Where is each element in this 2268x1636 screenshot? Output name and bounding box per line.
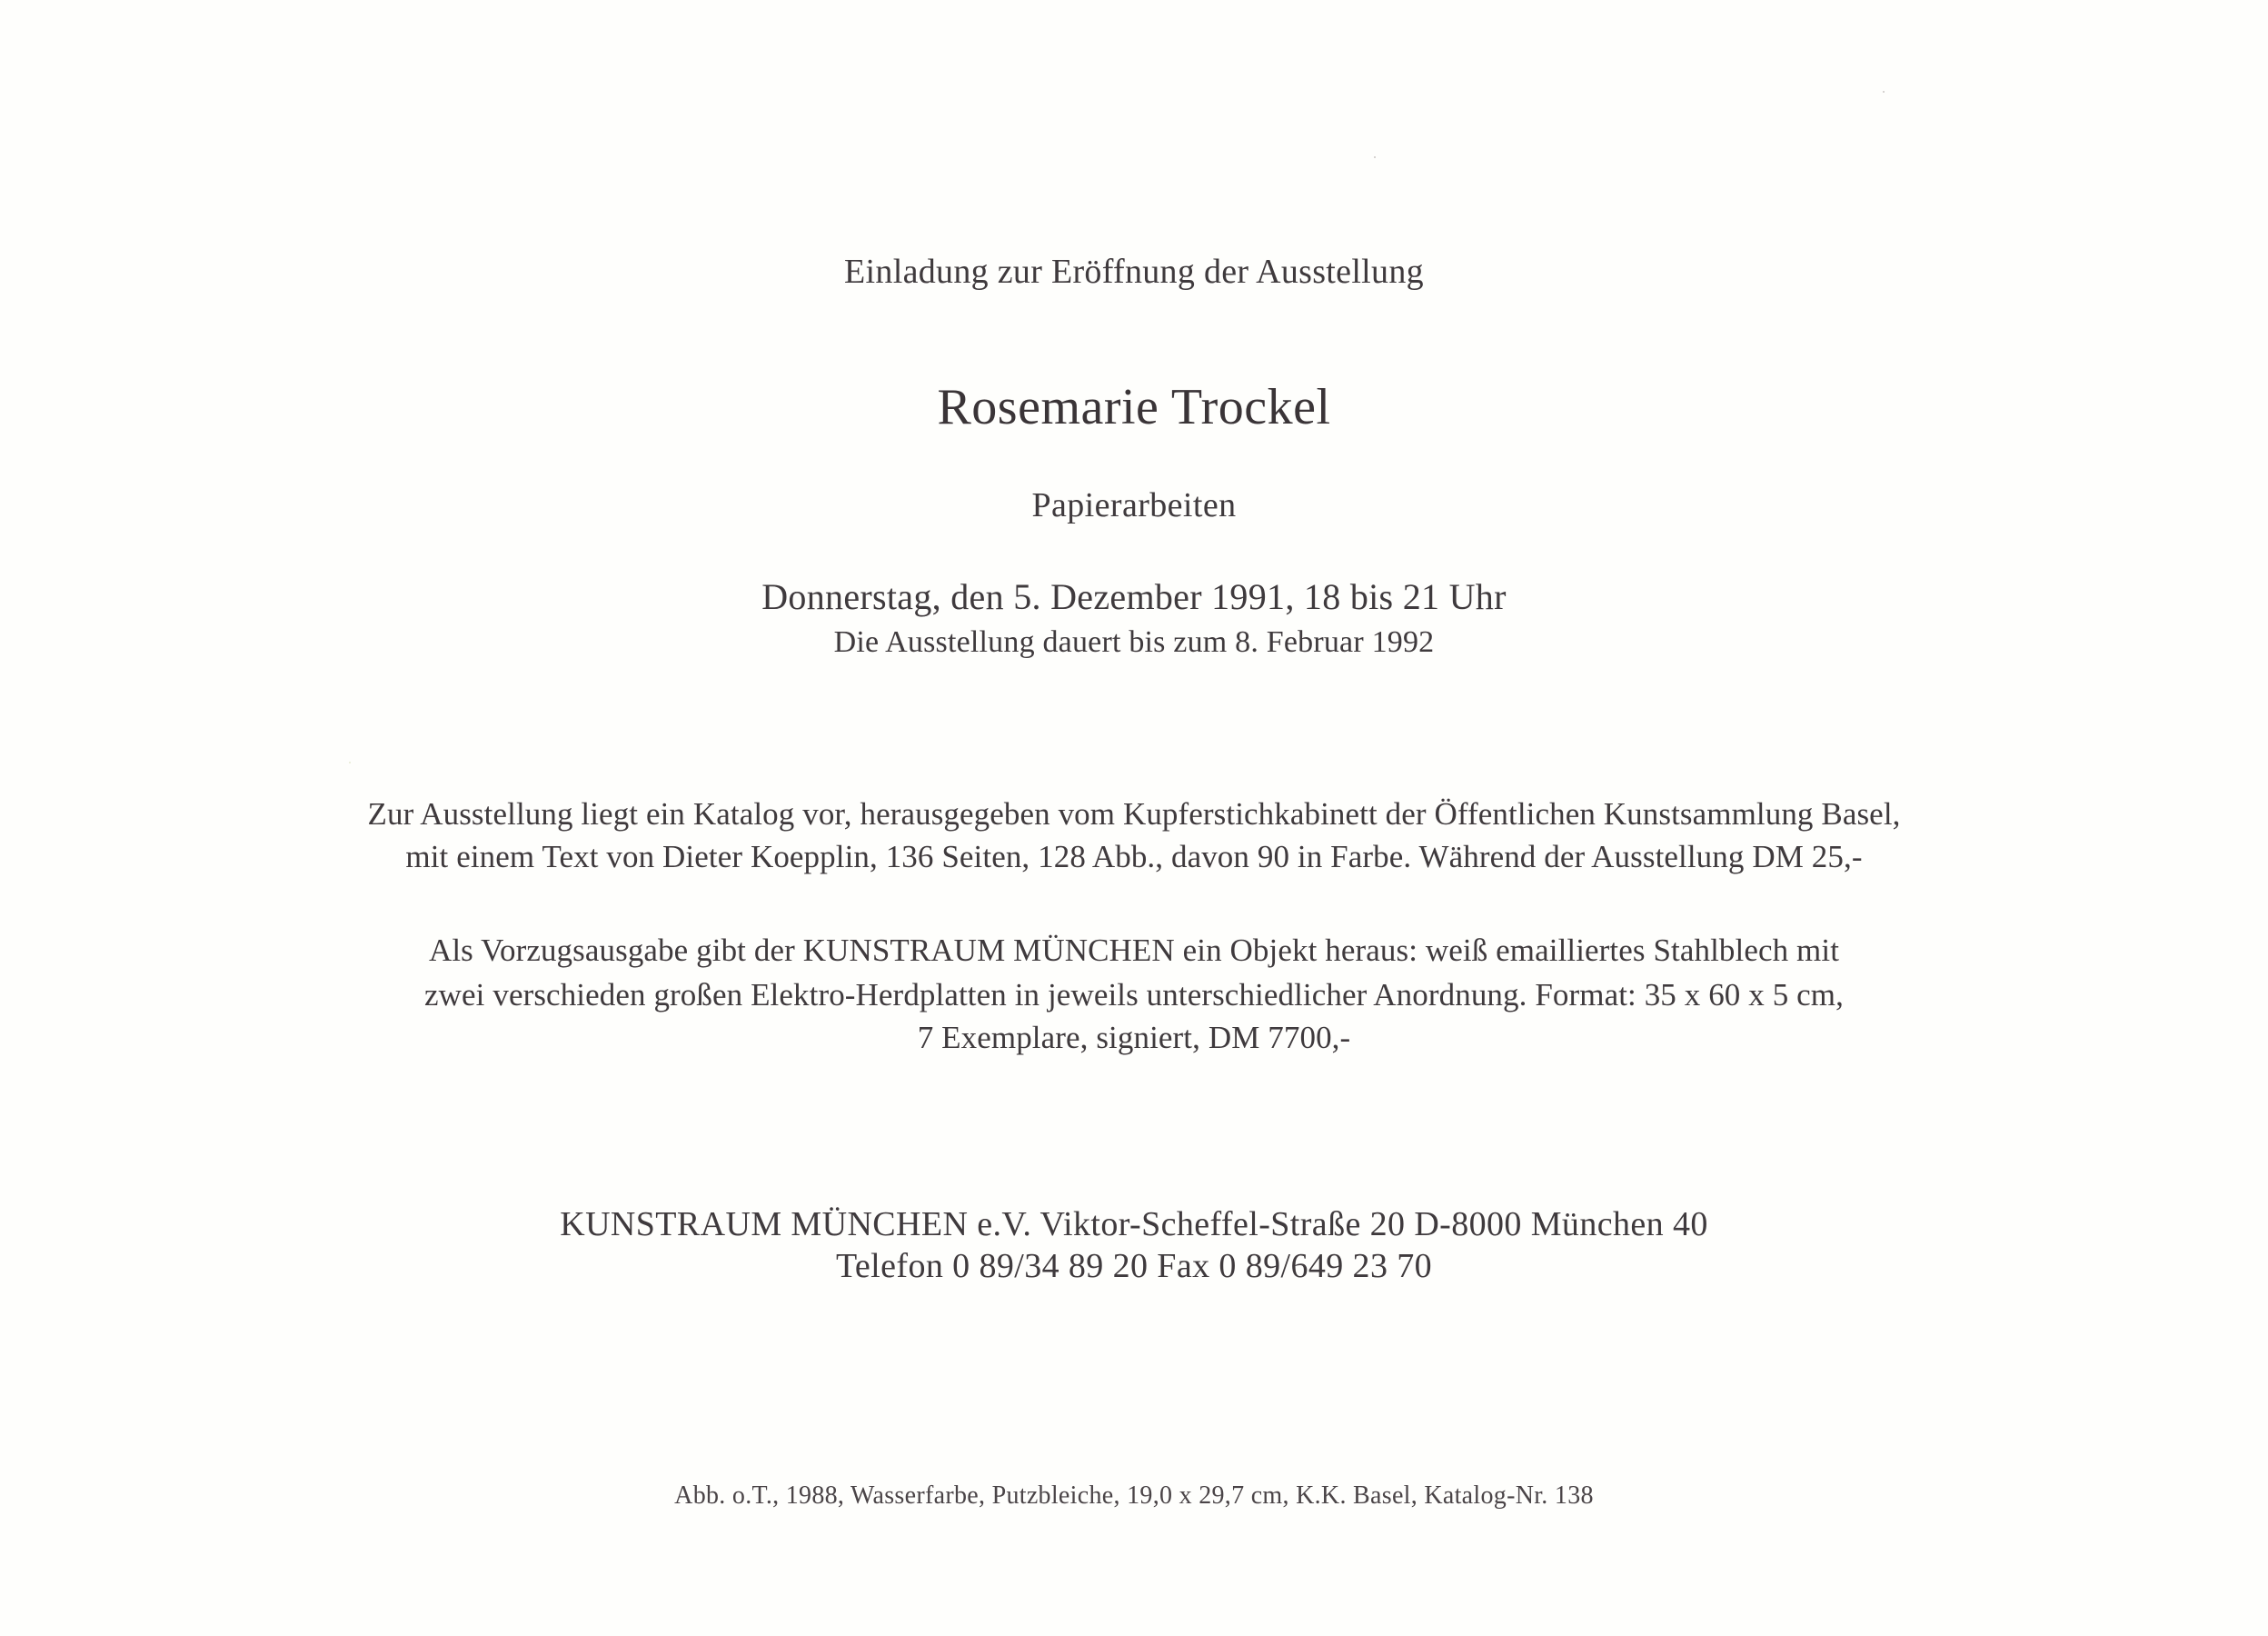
catalog-text-line: mit einem Text von Dieter Koepplin, 136 Seiten, 128 Abb., davon 90 in Farbe. Während der Ausstellung DM 25,-: [405, 839, 1863, 874]
edition-text-line: 7 Exemplare, signiert, DM 7700,-: [917, 1020, 1351, 1055]
edition-text-line: zwei verschieden großen Elektro-Herdplatten in jeweils unterschiedlicher Anordnung. Format: 35 x 60 x 5 cm,: [424, 977, 1844, 1013]
exhibition-duration: Die Ausstellung dauert bis zum 8. Februar 1992: [833, 625, 1435, 659]
exhibition-subtitle: Papierarbeiten: [1031, 486, 1237, 524]
image-caption: Abb. o.T., 1988, Wasserfarbe, Putzbleiche, 19,0 x 29,7 cm, K.K. Basel, Katalog-Nr. 138: [674, 1481, 1594, 1510]
edition-text-line: Als Vorzugsausgabe gibt der KUNSTRAUM MÜNCHEN ein Objekt heraus: weiß emailliertes Stahlblech mit: [428, 933, 1840, 968]
contact-address: KUNSTRAUM MÜNCHEN e.V. Viktor-Scheffel-Straße 20 D-8000 München 40: [560, 1205, 1708, 1243]
opening-date: Donnerstag, den 5. Dezember 1991, 18 bis 21 Uhr: [761, 576, 1507, 617]
artist-name: Rosemarie Trockel: [937, 379, 1331, 435]
invitation-intro: Einladung zur Eröffnung der Ausstellung: [844, 253, 1424, 291]
catalog-text-line: Zur Ausstellung liegt ein Katalog vor, herausgegeben vom Kupferstichkabinett der Öffentlichen Kunstsammlung Basel,: [367, 796, 1901, 832]
paper-speck: [1883, 91, 1885, 93]
paper-speck: [1374, 156, 1376, 158]
paper-speck: [349, 762, 351, 763]
contact-phone: Telefon 0 89/34 89 20 Fax 0 89/649 23 70: [835, 1247, 1433, 1285]
